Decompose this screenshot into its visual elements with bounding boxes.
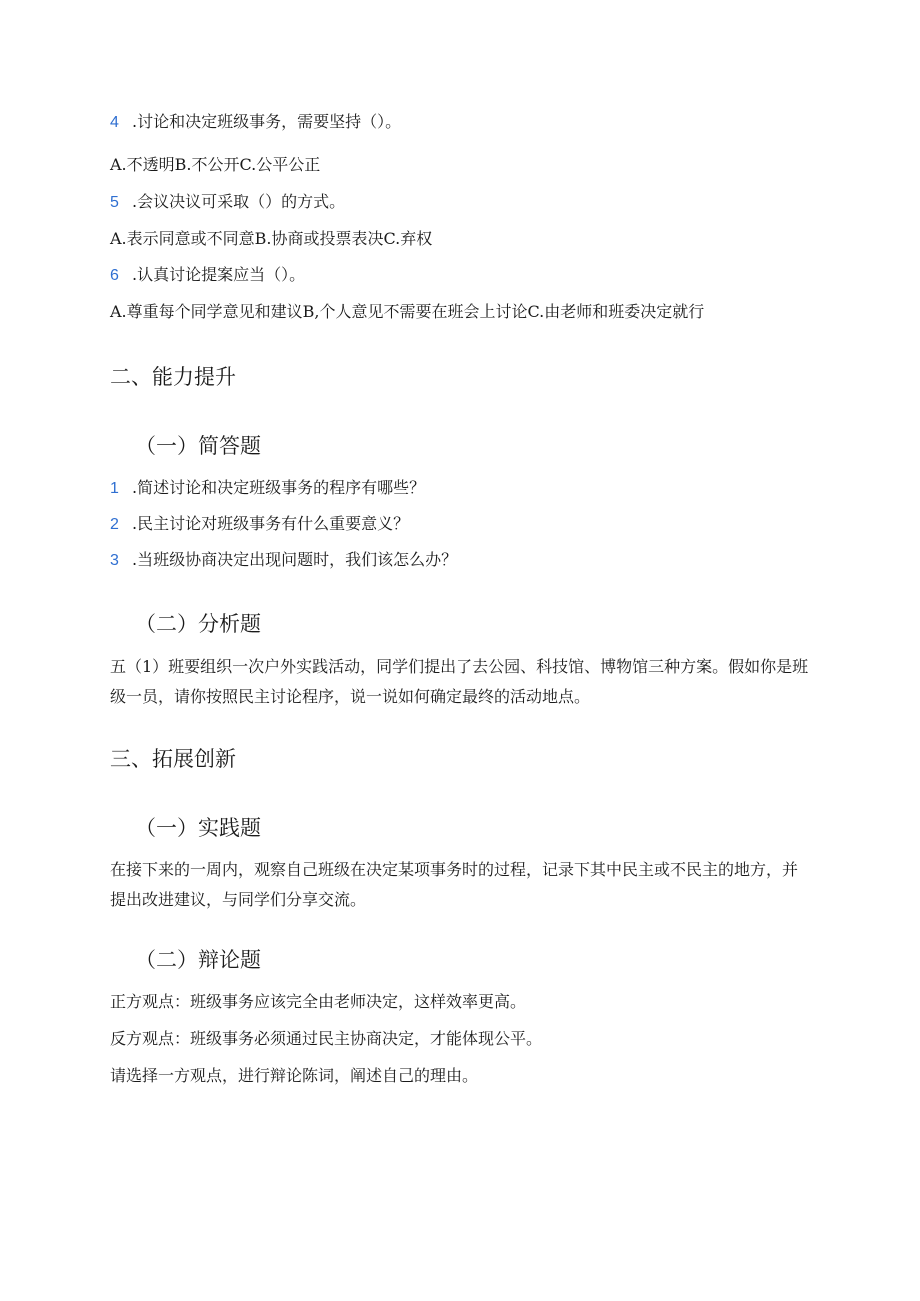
question-number: 5 xyxy=(110,194,119,211)
question-number: 4 xyxy=(110,114,119,131)
practice-text: 在接下来的一周内，观察自己班级在决定某项事务时的过程，记录下其中民主或不民主的地方，并提出改进建议，与同学们分享交流。 xyxy=(110,860,799,909)
debate-line-pro: 正方观点：班级事务应该完全由老师决定，这样效率更高。 xyxy=(110,992,527,1011)
question-text: .当班级协商决定出现问题时，我们该怎么办？ xyxy=(132,550,458,569)
question-text: .会议决议可采取（）的方式。 xyxy=(132,192,346,211)
question-6 xyxy=(110,265,305,286)
question-number: 6 xyxy=(110,267,119,284)
question-6-options: A.尊重每个同学意见和建议B,个人意见不需要在班会上讨论C.由老师和班委决定就行 xyxy=(110,302,705,321)
section-2-heading: 二、能力提升 xyxy=(110,365,236,389)
question-text: .简述讨论和决定班级事务的程序有哪些？ xyxy=(132,478,426,497)
question-4 xyxy=(110,112,401,133)
debate-heading: （二）辩论题 xyxy=(135,948,261,972)
question-number: 2 xyxy=(110,516,119,533)
debate-line-con: 反方观点：班级事务必须通过民主协商决定，才能体现公平。 xyxy=(110,1029,543,1048)
question-5-options: A.表示同意或不同意B.协商或投票表决C.弃权 xyxy=(110,229,433,248)
question-4-options: A.不透明B.不公开C.公平公正 xyxy=(110,155,321,174)
question-text: .民主讨论对班级事务有什么重要意义？ xyxy=(132,514,410,533)
section-3-heading: 三、拓展创新 xyxy=(110,747,236,771)
short-answer-2 xyxy=(110,514,409,535)
question-number: 3 xyxy=(110,552,119,569)
analysis-text: 五（1）班要组织一次户外实践活动，同学们提出了去公园、科技馆、博物馆三种方案。假如你是班级一员，请你按照民主讨论程序，说一说如何确定最终的活动地点。 xyxy=(110,657,809,706)
question-text: .认真讨论提案应当（）。 xyxy=(132,265,306,284)
question-5 xyxy=(110,192,345,213)
short-answer-1 xyxy=(110,478,425,499)
question-number: 1 xyxy=(110,480,119,497)
debate-line-instruction: 请选择一方观点，进行辩论陈词，阐述自己的理由。 xyxy=(110,1066,479,1085)
practice-heading: （一）实践题 xyxy=(135,816,261,840)
short-answer-heading: （一）简答题 xyxy=(135,434,261,458)
short-answer-3 xyxy=(110,550,457,571)
question-text: .讨论和决定班级事务，需要坚持（）。 xyxy=(132,112,402,131)
analysis-heading: （二）分析题 xyxy=(135,612,261,636)
